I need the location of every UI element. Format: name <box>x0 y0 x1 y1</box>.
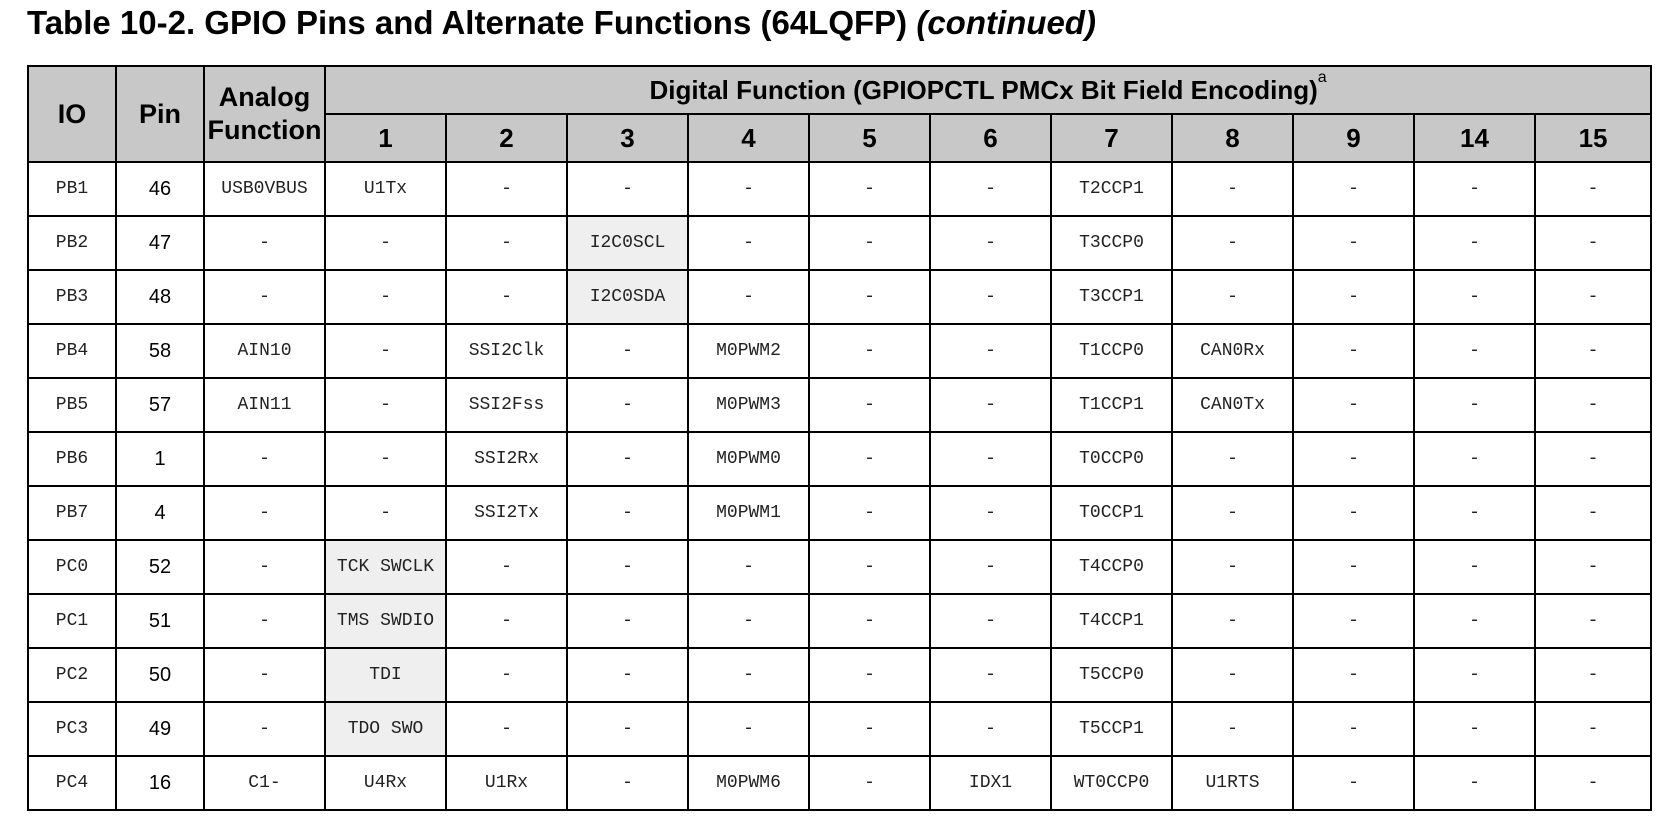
digital-function-cell-14: - <box>1414 432 1535 486</box>
io-cell: PC3 <box>28 702 116 756</box>
table-row <box>28 324 1651 378</box>
digital-function-cell-5: - <box>809 162 930 216</box>
digital-function-cell-14: - <box>1414 648 1535 702</box>
table-row <box>28 648 1651 702</box>
digital-function-cell-14: - <box>1414 540 1535 594</box>
digital-function-cell-6: - <box>930 324 1051 378</box>
digital-function-cell-3: - <box>567 756 688 810</box>
digital-function-cell-1: - <box>325 486 446 540</box>
table-row <box>28 162 1651 216</box>
table-row <box>28 486 1651 540</box>
digital-function-cell-7: T3CCP0 <box>1051 216 1172 270</box>
digital-function-cell-4: - <box>688 540 809 594</box>
header-io: IO <box>28 66 116 162</box>
digital-function-cell-2: SSI2Fss <box>446 378 567 432</box>
io-cell: PB2 <box>28 216 116 270</box>
digital-function-cell-4: - <box>688 162 809 216</box>
io-cell: PB5 <box>28 378 116 432</box>
digital-function-cell-6: - <box>930 486 1051 540</box>
digital-function-cell-5: - <box>809 648 930 702</box>
table-row <box>28 702 1651 756</box>
digital-function-cell-8: CAN0Tx <box>1172 378 1293 432</box>
digital-function-cell-8: - <box>1172 216 1293 270</box>
table-row <box>28 378 1651 432</box>
analog-function-cell: - <box>204 540 325 594</box>
digital-function-cell-4: - <box>688 594 809 648</box>
table-row <box>28 270 1651 324</box>
digital-function-cell-15: - <box>1535 216 1651 270</box>
digital-function-cell-3: - <box>567 162 688 216</box>
header-pin: Pin <box>116 66 204 162</box>
digital-function-cell-3: - <box>567 324 688 378</box>
digital-function-cell-14: - <box>1414 216 1535 270</box>
digital-function-cell-4: M0PWM1 <box>688 486 809 540</box>
digital-function-cell-5: - <box>809 756 930 810</box>
digital-function-cell-2: - <box>446 648 567 702</box>
digital-function-cell-4: - <box>688 648 809 702</box>
digital-function-cell-2: - <box>446 162 567 216</box>
digital-function-cell-6: - <box>930 216 1051 270</box>
digital-function-cell-5: - <box>809 594 930 648</box>
digital-function-cell-4: - <box>688 270 809 324</box>
table-body <box>28 162 1651 810</box>
digital-function-cell-7: T2CCP1 <box>1051 162 1172 216</box>
io-cell: PB7 <box>28 486 116 540</box>
digital-function-cell-2: - <box>446 702 567 756</box>
pin-cell: 50 <box>116 648 204 702</box>
digital-function-cell-15: - <box>1535 324 1651 378</box>
header-analog-line2: Function <box>207 115 322 145</box>
header-encoding-7: 7 <box>1051 114 1172 162</box>
pin-cell: 58 <box>116 324 204 378</box>
io-cell: PC4 <box>28 756 116 810</box>
header-encoding-15: 15 <box>1535 114 1651 162</box>
digital-function-cell-1: TCK SWCLK <box>325 540 446 594</box>
digital-function-cell-3: I2C0SDA <box>567 270 688 324</box>
digital-function-cell-6: - <box>930 432 1051 486</box>
header-analog-line1: Analog <box>218 82 311 112</box>
pin-cell: 52 <box>116 540 204 594</box>
digital-function-cell-15: - <box>1535 378 1651 432</box>
digital-function-cell-9: - <box>1293 378 1414 432</box>
digital-function-cell-15: - <box>1535 648 1651 702</box>
header-digital-label: Digital Function (GPIOPCTL PMCx Bit Field Encoding) <box>649 74 1318 105</box>
pin-cell: 48 <box>116 270 204 324</box>
digital-function-cell-14: - <box>1414 702 1535 756</box>
digital-function-cell-5: - <box>809 216 930 270</box>
digital-function-cell-5: - <box>809 486 930 540</box>
digital-function-cell-5: - <box>809 324 930 378</box>
header-encoding-5: 5 <box>809 114 930 162</box>
table-row <box>28 216 1651 270</box>
digital-function-cell-2: SSI2Rx <box>446 432 567 486</box>
table-row <box>28 540 1651 594</box>
digital-function-cell-5: - <box>809 432 930 486</box>
digital-function-cell-1: TMS SWDIO <box>325 594 446 648</box>
digital-function-cell-14: - <box>1414 756 1535 810</box>
digital-function-cell-4: M0PWM6 <box>688 756 809 810</box>
footnote-marker: a <box>1317 68 1327 86</box>
header-encoding-1: 1 <box>325 114 446 162</box>
header-encoding-3: 3 <box>567 114 688 162</box>
digital-function-cell-1: TDO SWO <box>325 702 446 756</box>
digital-function-cell-2: SSI2Clk <box>446 324 567 378</box>
io-cell: PC0 <box>28 540 116 594</box>
digital-function-cell-2: - <box>446 270 567 324</box>
table-row <box>28 594 1651 648</box>
digital-function-cell-3: - <box>567 702 688 756</box>
digital-function-cell-15: - <box>1535 162 1651 216</box>
digital-function-cell-1: - <box>325 432 446 486</box>
digital-function-cell-8: - <box>1172 648 1293 702</box>
digital-function-cell-3: - <box>567 486 688 540</box>
digital-function-cell-9: - <box>1293 594 1414 648</box>
digital-function-cell-14: - <box>1414 324 1535 378</box>
pin-cell: 47 <box>116 216 204 270</box>
digital-function-cell-4: - <box>688 702 809 756</box>
digital-function-cell-9: - <box>1293 216 1414 270</box>
digital-function-cell-7: T1CCP1 <box>1051 378 1172 432</box>
digital-function-cell-7: T4CCP1 <box>1051 594 1172 648</box>
pin-cell: 1 <box>116 432 204 486</box>
analog-function-cell: - <box>204 702 325 756</box>
digital-function-cell-9: - <box>1293 648 1414 702</box>
digital-function-cell-2: - <box>446 594 567 648</box>
digital-function-cell-14: - <box>1414 270 1535 324</box>
digital-function-cell-1: - <box>325 270 446 324</box>
pin-cell: 16 <box>116 756 204 810</box>
digital-function-cell-5: - <box>809 702 930 756</box>
digital-function-cell-1: - <box>325 324 446 378</box>
header-analog-function <box>204 66 325 162</box>
io-cell: PC1 <box>28 594 116 648</box>
analog-function-cell: USB0VBUS <box>204 162 325 216</box>
digital-function-cell-9: - <box>1293 432 1414 486</box>
digital-function-cell-7: T0CCP1 <box>1051 486 1172 540</box>
digital-function-cell-15: - <box>1535 756 1651 810</box>
pin-cell: 49 <box>116 702 204 756</box>
digital-function-cell-1: - <box>325 216 446 270</box>
header-encoding-2: 2 <box>446 114 567 162</box>
digital-function-cell-15: - <box>1535 540 1651 594</box>
io-cell: PB1 <box>28 162 116 216</box>
header-encoding-6: 6 <box>930 114 1051 162</box>
analog-function-cell: AIN11 <box>204 378 325 432</box>
digital-function-cell-6: - <box>930 162 1051 216</box>
pin-cell: 46 <box>116 162 204 216</box>
digital-function-cell-3: - <box>567 378 688 432</box>
digital-function-cell-6: - <box>930 540 1051 594</box>
analog-function-cell: - <box>204 594 325 648</box>
pin-cell: 57 <box>116 378 204 432</box>
digital-function-cell-7: T5CCP1 <box>1051 702 1172 756</box>
table-row <box>28 756 1651 810</box>
digital-function-cell-6: - <box>930 702 1051 756</box>
digital-function-cell-7: T0CCP0 <box>1051 432 1172 486</box>
digital-function-cell-7: T4CCP0 <box>1051 540 1172 594</box>
digital-function-cell-9: - <box>1293 540 1414 594</box>
io-cell: PB4 <box>28 324 116 378</box>
digital-function-cell-2: U1Rx <box>446 756 567 810</box>
digital-function-cell-9: - <box>1293 486 1414 540</box>
digital-function-cell-15: - <box>1535 270 1651 324</box>
header-encoding-14: 14 <box>1414 114 1535 162</box>
digital-function-cell-2: SSI2Tx <box>446 486 567 540</box>
digital-function-cell-14: - <box>1414 486 1535 540</box>
digital-function-cell-15: - <box>1535 486 1651 540</box>
digital-function-cell-9: - <box>1293 270 1414 324</box>
digital-function-cell-1: TDI <box>325 648 446 702</box>
digital-function-cell-3: - <box>567 594 688 648</box>
digital-function-cell-7: T3CCP1 <box>1051 270 1172 324</box>
digital-function-cell-8: - <box>1172 540 1293 594</box>
digital-function-cell-9: - <box>1293 324 1414 378</box>
digital-function-cell-8: - <box>1172 432 1293 486</box>
io-cell: PB3 <box>28 270 116 324</box>
continued-label: (continued) <box>916 4 1096 41</box>
digital-function-cell-8: CAN0Rx <box>1172 324 1293 378</box>
io-cell: PC2 <box>28 648 116 702</box>
analog-function-cell: AIN10 <box>204 324 325 378</box>
digital-function-cell-6: IDX1 <box>930 756 1051 810</box>
pin-cell: 51 <box>116 594 204 648</box>
digital-function-cell-14: - <box>1414 378 1535 432</box>
analog-function-cell: - <box>204 432 325 486</box>
digital-function-cell-8: - <box>1172 486 1293 540</box>
io-cell: PB6 <box>28 432 116 486</box>
digital-function-cell-8: U1RTS <box>1172 756 1293 810</box>
digital-function-cell-6: - <box>930 648 1051 702</box>
digital-function-cell-8: - <box>1172 594 1293 648</box>
digital-function-cell-5: - <box>809 270 930 324</box>
digital-function-cell-15: - <box>1535 594 1651 648</box>
digital-function-cell-4: M0PWM2 <box>688 324 809 378</box>
digital-function-cell-8: - <box>1172 702 1293 756</box>
gpio-table <box>27 65 1652 811</box>
digital-function-cell-3: I2C0SCL <box>567 216 688 270</box>
digital-function-cell-4: M0PWM0 <box>688 432 809 486</box>
digital-function-cell-9: - <box>1293 162 1414 216</box>
digital-function-cell-5: - <box>809 378 930 432</box>
digital-function-cell-14: - <box>1414 162 1535 216</box>
table-caption <box>27 4 1096 42</box>
digital-function-cell-14: - <box>1414 594 1535 648</box>
digital-function-cell-1: U1Tx <box>325 162 446 216</box>
digital-function-cell-6: - <box>930 378 1051 432</box>
header-digital-function <box>325 66 1651 114</box>
digital-function-cell-5: - <box>809 540 930 594</box>
digital-function-cell-6: - <box>930 594 1051 648</box>
digital-function-cell-9: - <box>1293 756 1414 810</box>
analog-function-cell: - <box>204 648 325 702</box>
digital-function-cell-9: - <box>1293 702 1414 756</box>
pin-cell: 4 <box>116 486 204 540</box>
header-encoding-9: 9 <box>1293 114 1414 162</box>
digital-function-cell-7: WT0CCP0 <box>1051 756 1172 810</box>
digital-function-cell-4: - <box>688 216 809 270</box>
digital-function-cell-3: - <box>567 648 688 702</box>
analog-function-cell: - <box>204 270 325 324</box>
header-encoding-4: 4 <box>688 114 809 162</box>
digital-function-cell-1: U4Rx <box>325 756 446 810</box>
header-encoding-8: 8 <box>1172 114 1293 162</box>
table-header <box>28 66 1651 162</box>
digital-function-cell-1: - <box>325 378 446 432</box>
digital-function-cell-3: - <box>567 432 688 486</box>
digital-function-cell-15: - <box>1535 702 1651 756</box>
digital-function-cell-2: - <box>446 216 567 270</box>
digital-function-cell-7: T1CCP0 <box>1051 324 1172 378</box>
digital-function-cell-7: T5CCP0 <box>1051 648 1172 702</box>
table-title: Table 10-2. GPIO Pins and Alternate Functions (64LQFP) <box>27 4 908 41</box>
analog-function-cell: - <box>204 486 325 540</box>
digital-function-cell-2: - <box>446 540 567 594</box>
digital-function-cell-8: - <box>1172 270 1293 324</box>
digital-function-cell-4: M0PWM3 <box>688 378 809 432</box>
digital-function-cell-15: - <box>1535 432 1651 486</box>
digital-function-cell-8: - <box>1172 162 1293 216</box>
analog-function-cell: - <box>204 216 325 270</box>
digital-function-cell-6: - <box>930 270 1051 324</box>
table-row <box>28 432 1651 486</box>
analog-function-cell: C1- <box>204 756 325 810</box>
digital-function-cell-3: - <box>567 540 688 594</box>
